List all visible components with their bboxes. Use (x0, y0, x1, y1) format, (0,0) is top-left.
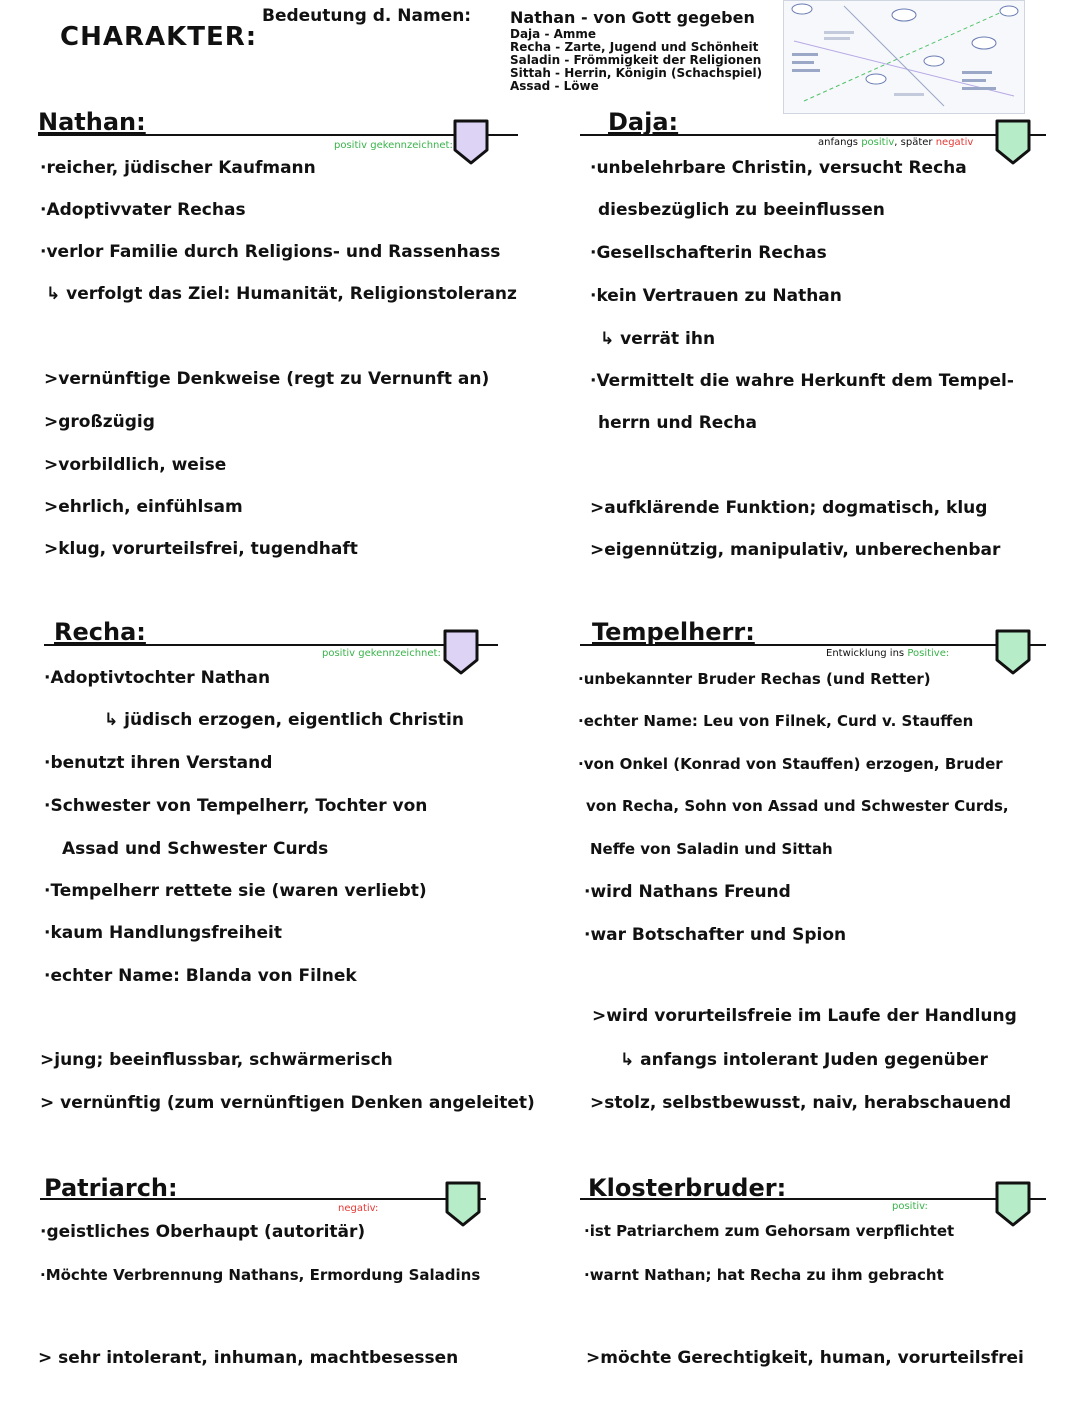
section-title-daja: Daja: (608, 108, 679, 136)
name-meaning-item: Saladin - Frömmigkeit der Religionen (510, 53, 762, 67)
fact-item: ·geistliches Oberhaupt (autoritär) (40, 1222, 366, 1242)
section-note: Entwicklung ins Positive: (826, 648, 950, 659)
fact-item: ·von Onkel (Konrad von Stauffen) erzogen, Bruder (578, 755, 1003, 773)
fact-item: ·echter Name: Leu von Filnek, Curd v. Stauffen (578, 712, 974, 730)
name-meaning-item: Sittah - Herrin, Königin (Schachspiel) (510, 66, 763, 80)
section-title-patriarch: Patriarch: (44, 1174, 178, 1202)
section-note: positiv gekennzeichnet: (322, 648, 441, 659)
fact-item: ·war Botschafter und Spion (584, 925, 847, 945)
name-meaning-item: Assad - Löwe (510, 79, 599, 93)
mindmap-thumbnail (783, 0, 1025, 114)
fact-item: ↳ jüdisch erzogen, eigentlich Christin (104, 710, 464, 730)
fact-item: ·kein Vertrauen zu Nathan (590, 286, 842, 306)
fact-item: ·Gesellschafterin Rechas (590, 243, 827, 263)
trait-item: ↳ anfangs intolerant Juden gegenüber (620, 1050, 988, 1070)
section-title-klosterbruder: Klosterbruder: (588, 1174, 787, 1202)
fact-item: Neffe von Saladin und Sittah (590, 840, 833, 858)
section-title-tempelherr: Tempelherr: (592, 618, 755, 646)
section-note: anfangs positiv, später negativ (818, 137, 974, 148)
fact-item: ·unbekannter Bruder Rechas (und Retter) (578, 670, 931, 688)
names-meaning-heading: Bedeutung d. Namen: (262, 6, 472, 26)
fact-item: ·verlor Familie durch Religions- und Rassenhass (40, 242, 501, 262)
mint-shield-icon (994, 1180, 1032, 1228)
trait-item: >großzügig (44, 412, 155, 432)
fact-item: von Recha, Sohn von Assad und Schwester Curds, (586, 797, 1009, 815)
trait-item: >vorbildlich, weise (44, 455, 227, 475)
fact-item: ·ist Patriarchem zum Gehorsam verpflichtet (584, 1222, 955, 1240)
fact-item: ↳ verrät ihn (600, 329, 716, 349)
section-divider (580, 644, 1046, 646)
section-divider (580, 134, 1046, 136)
section-divider (580, 1198, 1046, 1200)
trait-item: >wird vorurteilsfreie im Laufe der Handlung (592, 1006, 1017, 1026)
fact-item: Assad und Schwester Curds (62, 839, 329, 859)
fact-item: ·warnt Nathan; hat Recha zu ihm gebracht (584, 1266, 944, 1284)
trait-item: >vernünftige Denkweise (regt zu Vernunft an) (44, 369, 490, 389)
fact-item: ·Möchte Verbrennung Nathans, Ermordung Saladins (40, 1266, 481, 1284)
trait-item: > vernünftig (zum vernünftigen Denken angeleitet) (40, 1093, 535, 1113)
fact-item: herrn und Recha (598, 413, 757, 433)
section-title-recha: Recha: (54, 618, 146, 646)
fact-item: diesbezüglich zu beeinflussen (598, 200, 885, 220)
mint-shield-icon (444, 1180, 482, 1228)
fact-item: ·echter Name: Blanda von Filnek (44, 966, 357, 986)
fact-item: ·Vermittelt die wahre Herkunft dem Tempel- (590, 371, 1014, 391)
fact-item: ·Schwester von Tempelherr, Tochter von (44, 796, 428, 816)
names-meaning-list (510, 8, 780, 93)
trait-item: >klug, vorurteilsfrei, tugendhaft (44, 539, 358, 559)
fact-item: ·Adoptivtochter Nathan (44, 668, 271, 688)
trait-item: >aufklärende Funktion; dogmatisch, klug (590, 498, 988, 518)
trait-item: > sehr intolerant, inhuman, machtbesessen (38, 1348, 459, 1368)
fact-item: ↳ verfolgt das Ziel: Humanität, Religionstoleranz (46, 284, 517, 304)
trait-item: >ehrlich, einfühlsam (44, 497, 243, 517)
page-title: CHARAKTER: (60, 22, 258, 52)
fact-item: ·benutzt ihren Verstand (44, 753, 273, 773)
fact-item: ·Adoptivvater Rechas (40, 200, 246, 220)
section-divider (38, 134, 518, 136)
trait-item: >eigennützig, manipulativ, unberechenbar (590, 540, 1001, 560)
trait-item: >stolz, selbstbewusst, naiv, herabschauend (590, 1093, 1012, 1113)
name-meaning-item: Nathan - von Gott gegeben (510, 8, 755, 27)
mint-shield-icon (994, 118, 1032, 166)
fact-item: ·Tempelherr rettete sie (waren verliebt) (44, 881, 427, 901)
section-title-nathan: Nathan: (38, 108, 146, 136)
fact-item: ·reicher, jüdischer Kaufmann (40, 158, 316, 178)
section-note: positiv gekennzeichnet: (334, 140, 453, 151)
lavender-shield-icon (442, 628, 480, 676)
fact-item: ·kaum Handlungsfreiheit (44, 923, 282, 943)
trait-item: >möchte Gerechtigkeit, human, vorurteilsfrei (586, 1348, 1024, 1368)
section-note: positiv: (892, 1201, 928, 1212)
section-divider (40, 1198, 486, 1200)
section-divider (44, 644, 498, 646)
fact-item: ·wird Nathans Freund (584, 882, 791, 902)
section-note: negativ: (338, 1203, 379, 1214)
fact-item: ·unbelehrbare Christin, versucht Recha (590, 158, 967, 178)
trait-item: >jung; beeinflussbar, schwärmerisch (40, 1050, 393, 1070)
mint-shield-icon (994, 628, 1032, 676)
lavender-shield-icon (452, 118, 490, 166)
name-meaning-item: Recha - Zarte, Jugend und Schönheit (510, 40, 759, 54)
name-meaning-item: Daja - Amme (510, 27, 597, 41)
